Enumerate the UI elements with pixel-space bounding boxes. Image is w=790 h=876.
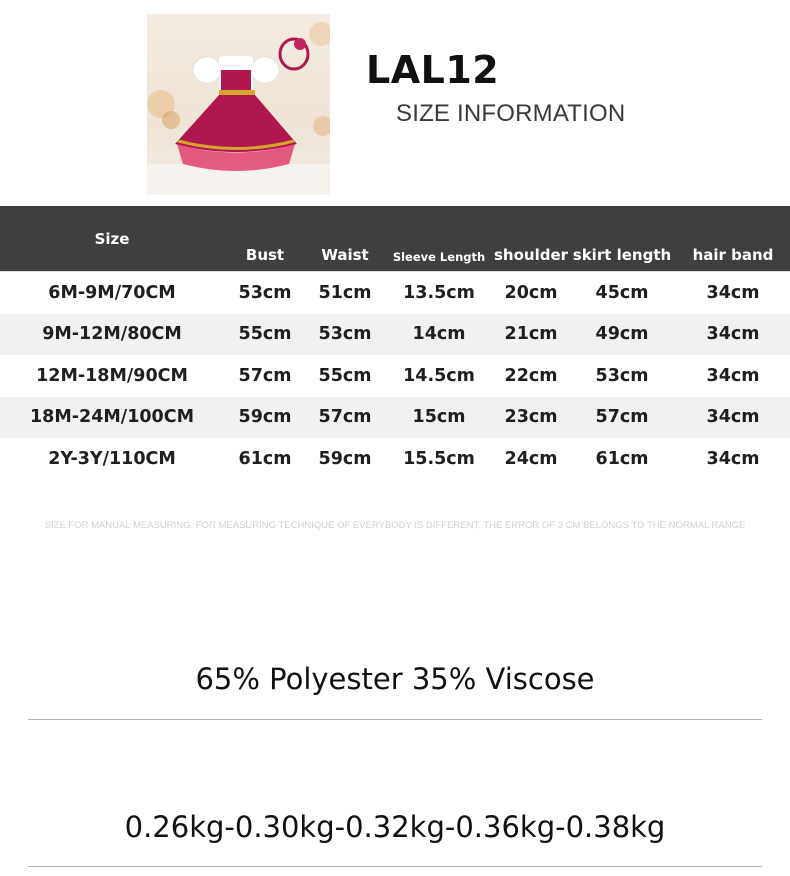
waist-cell: 57cm [306,397,384,439]
bust-cell: 55cm [224,314,306,356]
bust-cell: 57cm [238,365,292,386]
size-cell: 6M-9M/70CM [0,272,224,314]
shoulder-cell: 24cm [504,448,558,469]
waist-cell: 53cm [306,314,384,356]
hair-band-cell: 34cm [706,448,760,469]
size-cell: 9M-12M/80CM [0,314,224,356]
skirt-length-cell: 49cm [568,314,676,356]
sleeve-length-cell: 14.5cm [403,365,475,386]
size-cell: 12M-18M/90CM [36,365,188,386]
table-row [0,438,790,480]
table-header-row [0,206,790,272]
size-cell: 2Y-3Y/110CM [48,448,176,469]
skirt-length-cell: 57cm [568,397,676,439]
bust-cell: 53cm [224,272,306,314]
column-header-sleeve-length: Sleeve Length [384,206,494,272]
sleeve-length-cell: 15cm [384,397,494,439]
sleeve-length-cell: 13.5cm [384,272,494,314]
measurement-disclaimer: SIZE FOR MANUAL MEASURING, FOR MEASURING TECHNIQUE OF EVERYBODY IS DIFFERENT, THE ERROR OF 3 CM BELONGS TO THE NORMAL RANGE [44,520,746,531]
size-chart-table [0,206,790,480]
hair-band-cell: 34cm [706,365,760,386]
shoulder-cell: 23cm [494,397,568,439]
hair-band-cell: 34cm [676,272,790,314]
column-header-shoulder: shoulder [494,206,568,272]
model-code: LAL12 [366,48,500,92]
column-header-waist: Waist [306,206,384,272]
column-header-size: Size [0,206,224,272]
bust-cell: 59cm [224,397,306,439]
divider [28,866,762,867]
size-cell: 18M-24M/100CM [0,397,224,439]
weight-list: 0.26kg-0.30kg-0.32kg-0.36kg-0.38kg [124,810,666,844]
shoulder-cell: 22cm [504,365,558,386]
product-photo [147,14,330,195]
waist-cell: 55cm [318,365,372,386]
hair-band-cell: 34cm [676,397,790,439]
material-composition: 65% Polyester 35% Viscose [195,662,595,696]
dress-illustration [147,14,330,195]
shoulder-cell: 20cm [494,272,568,314]
sleeve-length-cell: 15.5cm [403,448,475,469]
bust-cell: 61cm [238,448,292,469]
table-row [0,355,790,397]
skirt-length-cell: 61cm [595,448,649,469]
column-header-skirt-length: skirt length [568,206,676,272]
column-header-bust: Bust [224,206,306,272]
table-row [0,397,790,439]
hair-band-cell: 34cm [676,314,790,356]
waist-cell: 59cm [318,448,372,469]
skirt-length-cell: 45cm [568,272,676,314]
waist-cell: 51cm [306,272,384,314]
sleeve-length-cell: 14cm [384,314,494,356]
shoulder-cell: 21cm [494,314,568,356]
column-header-hair-band: hair band [676,206,790,272]
table-row [0,314,790,356]
table-row [0,272,790,314]
skirt-length-cell: 53cm [595,365,649,386]
size-information-heading: SIZE INFORMATION [396,100,626,127]
divider [28,719,762,720]
